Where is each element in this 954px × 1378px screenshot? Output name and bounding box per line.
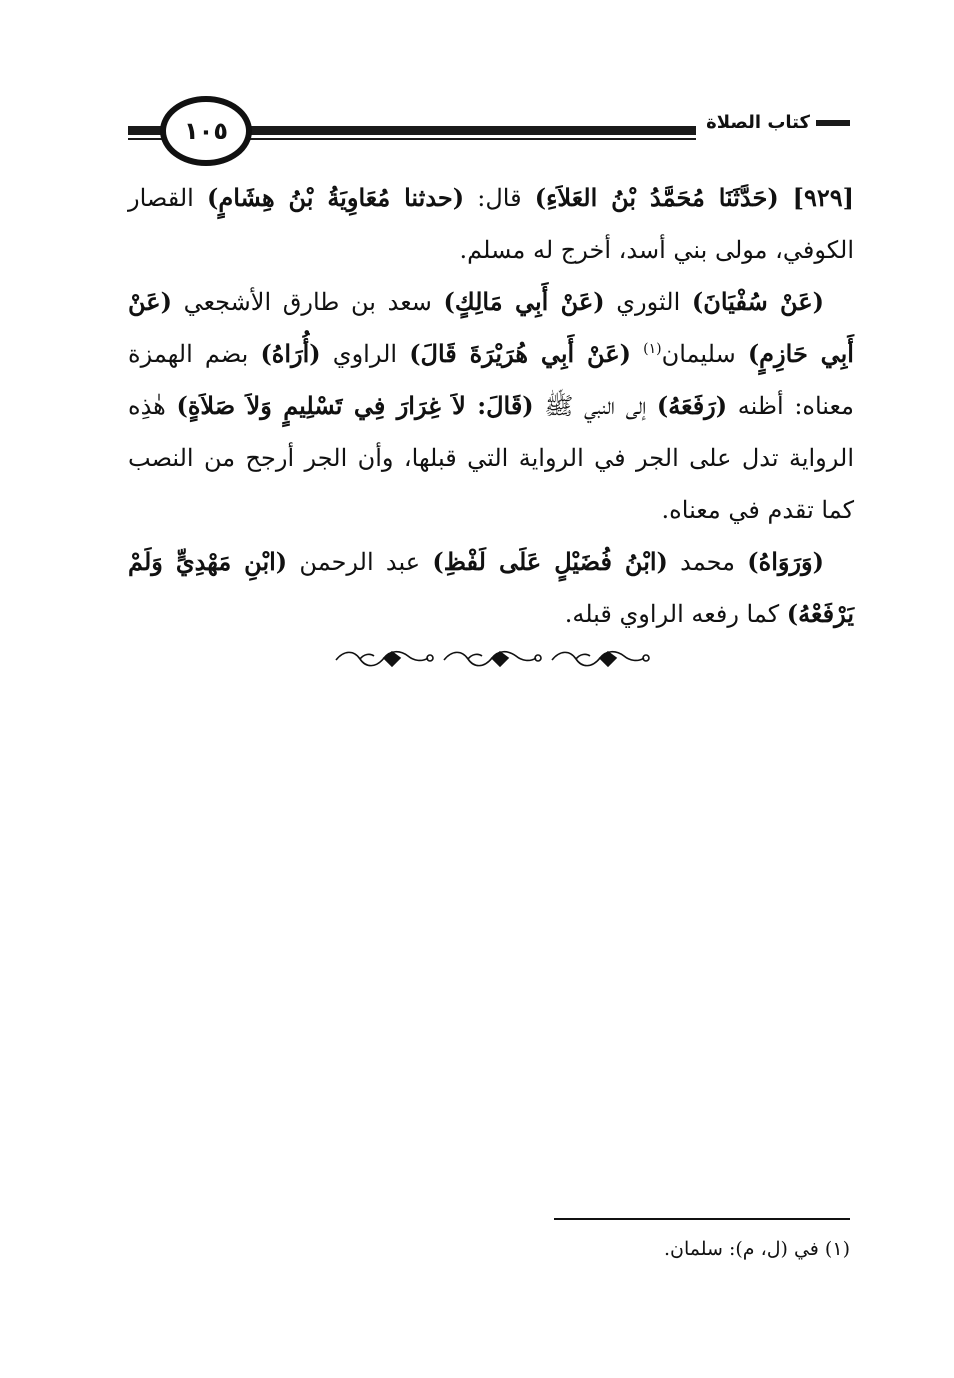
narrator-segment: (عَنْ أَبِي حَازِمٍ) (128, 287, 854, 368)
quoted-word: (وَرَوَاهُ) (747, 547, 825, 576)
header-title-wrap (696, 112, 854, 142)
page-number-oval (160, 96, 252, 166)
text-segment: القصار الكوفي، مولى بني أسد، أخرج له مسلم. (128, 184, 854, 264)
text-segment (631, 340, 643, 368)
quoted-word: (رَفَعَهُ) (656, 391, 728, 420)
text-segment: عبد الرحمن (287, 548, 433, 576)
narrator-segment: (عَنْ أَبِي مَالِكٍ) (443, 287, 605, 316)
footnote-separator (554, 1218, 850, 1220)
main-text (128, 172, 854, 640)
text-segment: بضم الهمزة معناه: أظنه (128, 340, 854, 420)
text-segment: هٰذِه الرواية تدل على الجر في الرواية التي قبلها، وأن الجر أرجح من النصب كما تقدم في معناه. (128, 392, 854, 524)
text-segment: محمد (667, 548, 748, 576)
footnote-reference: (١) (643, 341, 662, 357)
narrator-segment: (ابْنِ مَهْدِيٍّ وَلَمْ يَرْفَعْهُ) (128, 547, 854, 628)
paragraph-isnad (128, 276, 854, 536)
page-title: كتاب الصلاة (706, 112, 810, 133)
text-segment: سليمان (661, 340, 748, 368)
text-segment: قال: (464, 184, 535, 212)
text-segment: الثوري (604, 288, 692, 316)
page-number: ١٠٥ (184, 117, 228, 145)
narrator-segment: (عَنْ سُفْيَانَ) (691, 287, 824, 316)
text-segment: كما رفعه الراوي قبله. (564, 600, 787, 628)
footnote: (١) في (ل، م): سلمان. (663, 1238, 850, 1260)
paragraph-riwaya (128, 536, 854, 640)
narrator-segment: (ابْنُ فُضَيْلٍ عَلَى لَفْظِ) (432, 547, 668, 576)
page-header (128, 92, 854, 182)
hadith-number-segment: [٩٢٩] (حَدَّثَنَا مُحَمَّدُ بْنُ العَلاَءِ) (534, 183, 854, 212)
title-bar-ornament (816, 120, 850, 126)
text-segment: سعد بن طارق الأشجعي (171, 288, 444, 316)
section-divider-ornament (330, 644, 650, 674)
quoted-word: (أُرَاهُ) (260, 339, 321, 368)
narrator-segment: (عَنْ أَبِي هُرَيْرَةَ قَالَ) (409, 339, 631, 368)
hadith-matn: (قَالَ: لاَ غِرَارَ فِي تَسْلِيمٍ وَلاَ صَلاَةٍ) (176, 391, 534, 420)
text-segment: الراوي (320, 340, 410, 368)
paragraph-929 (128, 172, 854, 276)
text-segment: إلى النبي ﷺ (533, 392, 657, 420)
narrator-segment: (حدثنا مُعَاوِيَةُ بْنُ هِشَامٍ) (207, 183, 465, 212)
